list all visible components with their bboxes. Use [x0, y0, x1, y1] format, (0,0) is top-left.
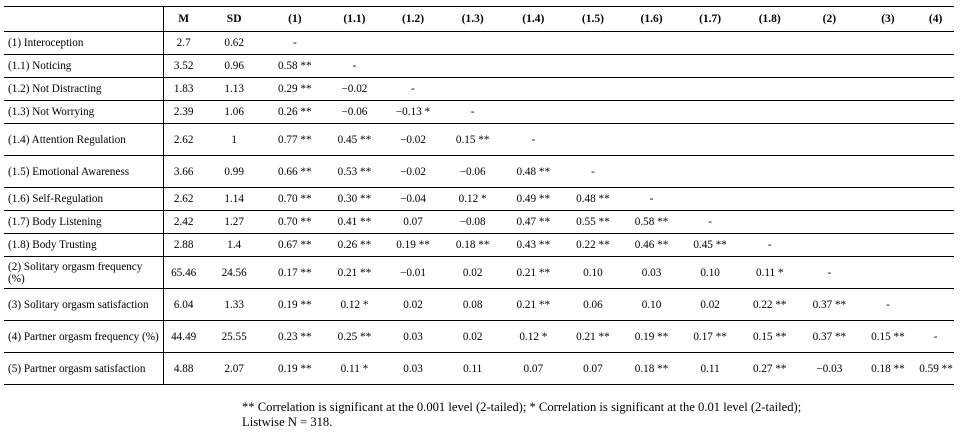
- table-cell: [917, 257, 954, 289]
- table-cell: 0.43 **: [503, 234, 564, 257]
- table-cell: 1.14: [204, 188, 265, 211]
- table-cell: 0.02: [384, 289, 443, 321]
- header-cell: (1.8): [739, 7, 800, 32]
- table-cell: 0.22 **: [739, 289, 800, 321]
- header-cell: (1.3): [442, 7, 503, 32]
- table-cell: [739, 78, 800, 101]
- table-cell: [739, 156, 800, 188]
- table-cell: 0.11: [681, 353, 740, 385]
- table-cell: 0.12 *: [442, 188, 503, 211]
- table-cell: 2.42: [163, 211, 204, 234]
- table-cell: [442, 55, 503, 78]
- table-cell: 2.39: [163, 101, 204, 124]
- footnote-line-2: Listwise N = 318.: [242, 415, 333, 429]
- table-cell: 0.58 **: [264, 55, 325, 78]
- table-cell: [564, 101, 623, 124]
- table-cell: 2.7: [163, 32, 204, 55]
- table-cell: 4.88: [163, 353, 204, 385]
- table-cell: 0.17 **: [264, 257, 325, 289]
- table-cell: 0.02: [442, 321, 503, 353]
- table-cell: [859, 211, 918, 234]
- table-cell: [800, 78, 859, 101]
- table-cell: -: [264, 32, 325, 55]
- table-cell: −0.02: [384, 156, 443, 188]
- table-cell: [917, 289, 954, 321]
- table-cell: [859, 156, 918, 188]
- table-cell: 0.21 **: [503, 289, 564, 321]
- table-cell: 0.26 **: [325, 234, 384, 257]
- table-cell: 0.70 **: [264, 188, 325, 211]
- table-cell: 0.15 **: [859, 321, 918, 353]
- table-cell: -: [681, 211, 740, 234]
- table-cell: -: [800, 257, 859, 289]
- table-cell: 1.33: [204, 289, 265, 321]
- table-cell: [917, 78, 954, 101]
- table-cell: [917, 211, 954, 234]
- table-cell: [503, 101, 564, 124]
- table-cell: 0.10: [622, 289, 681, 321]
- table-cell: 0.41 **: [325, 211, 384, 234]
- table-cell: 0.11: [442, 353, 503, 385]
- row-label: (1.3) Not Worrying: [4, 101, 163, 124]
- table-cell: 0.18 **: [622, 353, 681, 385]
- table-cell: 0.03: [384, 321, 443, 353]
- table-cell: -: [503, 124, 564, 156]
- table-body: [4, 32, 954, 385]
- table-cell: 0.70 **: [264, 211, 325, 234]
- table-cell: [622, 156, 681, 188]
- table-cell: 25.55: [204, 321, 265, 353]
- table-cell: 0.27 **: [739, 353, 800, 385]
- table-cell: [859, 234, 918, 257]
- row-label: (3) Solitary orgasm satisfaction: [4, 289, 163, 321]
- table-cell: 0.23 **: [264, 321, 325, 353]
- row-label: (1) Interoception: [4, 32, 163, 55]
- row-label: (1.1) Noticing: [4, 55, 163, 78]
- table-cell: −0.13 *: [384, 101, 443, 124]
- correlation-table: [4, 6, 954, 385]
- table-cell: 0.45 **: [325, 124, 384, 156]
- table-cell: -: [622, 188, 681, 211]
- table-cell: [859, 101, 918, 124]
- table-cell: [564, 78, 623, 101]
- table-cell: [325, 32, 384, 55]
- table-cell: [739, 188, 800, 211]
- table-cell: −0.06: [325, 101, 384, 124]
- table-cell: 0.10: [564, 257, 623, 289]
- table-cell: 0.18 **: [442, 234, 503, 257]
- table-cell: 65.46: [163, 257, 204, 289]
- table-cell: 0.19 **: [264, 353, 325, 385]
- table-cell: [681, 188, 740, 211]
- table-row: [4, 211, 954, 234]
- table-cell: [800, 101, 859, 124]
- table-cell: 0.37 **: [800, 289, 859, 321]
- table-cell: [917, 234, 954, 257]
- table-cell: [681, 32, 740, 55]
- table-cell: 6.04: [163, 289, 204, 321]
- table-cell: 0.15 **: [442, 124, 503, 156]
- table-cell: [503, 32, 564, 55]
- table-cell: [739, 32, 800, 55]
- table-cell: 0.19 **: [622, 321, 681, 353]
- table-cell: 0.19 **: [264, 289, 325, 321]
- table-cell: 0.66 **: [264, 156, 325, 188]
- table-cell: [859, 78, 918, 101]
- table-cell: 0.22 **: [564, 234, 623, 257]
- table-cell: 0.10: [681, 257, 740, 289]
- table-cell: [917, 101, 954, 124]
- table-cell: 1.13: [204, 78, 265, 101]
- table-cell: [503, 78, 564, 101]
- table-cell: -: [325, 55, 384, 78]
- table-cell: [917, 55, 954, 78]
- table-row: [4, 156, 954, 188]
- table-cell: [384, 32, 443, 55]
- table-cell: 0.21 **: [503, 257, 564, 289]
- table-row: [4, 289, 954, 321]
- table-cell: [859, 32, 918, 55]
- row-label: (1.6) Self-Regulation: [4, 188, 163, 211]
- table-cell: 1.06: [204, 101, 265, 124]
- table-cell: 2.07: [204, 353, 265, 385]
- table-cell: [739, 55, 800, 78]
- table-cell: 0.47 **: [503, 211, 564, 234]
- table-cell: [800, 32, 859, 55]
- table-row: [4, 188, 954, 211]
- table-cell: 0.62: [204, 32, 265, 55]
- table-cell: [800, 55, 859, 78]
- table-cell: [917, 32, 954, 55]
- table-cell: [800, 234, 859, 257]
- table-cell: −0.02: [384, 124, 443, 156]
- table-cell: [800, 188, 859, 211]
- table-cell: 3.52: [163, 55, 204, 78]
- table-cell: [859, 55, 918, 78]
- table-cell: 0.21 **: [325, 257, 384, 289]
- table-cell: [800, 124, 859, 156]
- table-cell: 0.03: [622, 257, 681, 289]
- table-cell: [917, 156, 954, 188]
- table-cell: -: [564, 156, 623, 188]
- table-cell: [622, 32, 681, 55]
- table-cell: 0.99: [204, 156, 265, 188]
- row-label: (1.7) Body Listening: [4, 211, 163, 234]
- table-cell: 0.96: [204, 55, 265, 78]
- row-label: (1.2) Not Distracting: [4, 78, 163, 101]
- table-cell: 0.67 **: [264, 234, 325, 257]
- table-cell: -: [384, 78, 443, 101]
- row-label: (1.8) Body Trusting: [4, 234, 163, 257]
- table-cell: [859, 124, 918, 156]
- table-row: [4, 257, 954, 289]
- table-cell: 0.55 **: [564, 211, 623, 234]
- table-cell: [622, 78, 681, 101]
- table-cell: 0.03: [384, 353, 443, 385]
- table-cell: 0.49 **: [503, 188, 564, 211]
- table-cell: −0.06: [442, 156, 503, 188]
- table-cell: [681, 124, 740, 156]
- header-cell: M: [163, 7, 204, 32]
- table-cell: [681, 101, 740, 124]
- table-cell: 0.12 *: [325, 289, 384, 321]
- table-cell: −0.03: [800, 353, 859, 385]
- table-cell: [442, 78, 503, 101]
- header-cell: (1): [264, 7, 325, 32]
- header-cell: (1.7): [681, 7, 740, 32]
- table-cell: 0.02: [442, 257, 503, 289]
- table-cell: 1.27: [204, 211, 265, 234]
- table-row: [4, 101, 954, 124]
- table-cell: 0.15 **: [739, 321, 800, 353]
- header-cell-blank: [4, 7, 163, 32]
- table-cell: 1.4: [204, 234, 265, 257]
- table-cell: 0.11 *: [739, 257, 800, 289]
- row-label: (5) Partner orgasm satisfaction: [4, 353, 163, 385]
- table-cell: 24.56: [204, 257, 265, 289]
- table-cell: [384, 55, 443, 78]
- table-cell: 0.25 **: [325, 321, 384, 353]
- table-footnote: [242, 400, 958, 430]
- table-cell: [859, 257, 918, 289]
- table-cell: [800, 211, 859, 234]
- table-cell: 0.07: [384, 211, 443, 234]
- table-cell: [564, 32, 623, 55]
- header-row: [4, 7, 954, 32]
- table-cell: 0.37 **: [800, 321, 859, 353]
- table-cell: [739, 211, 800, 234]
- table-cell: [800, 156, 859, 188]
- row-label: (2) Solitary orgasm frequency (%): [4, 257, 163, 289]
- table-row: [4, 78, 954, 101]
- table-cell: [622, 101, 681, 124]
- header-cell: (1.4): [503, 7, 564, 32]
- table-cell: -: [442, 101, 503, 124]
- table-cell: [859, 188, 918, 211]
- table-cell: 0.08: [442, 289, 503, 321]
- table-cell: 0.30 **: [325, 188, 384, 211]
- table-cell: 0.21 **: [564, 321, 623, 353]
- table-row: [4, 353, 954, 385]
- table-cell: -: [917, 321, 954, 353]
- table-cell: 44.49: [163, 321, 204, 353]
- table-cell: -: [739, 234, 800, 257]
- table-cell: 0.07: [503, 353, 564, 385]
- table-cell: 0.77 **: [264, 124, 325, 156]
- table-cell: [564, 124, 623, 156]
- table-cell: 0.18 **: [859, 353, 918, 385]
- table-row: [4, 234, 954, 257]
- table-cell: 2.62: [163, 188, 204, 211]
- table-cell: 0.45 **: [681, 234, 740, 257]
- header-cell: (3): [859, 7, 918, 32]
- table-cell: 0.02: [681, 289, 740, 321]
- table-cell: 2.88: [163, 234, 204, 257]
- table-cell: -: [859, 289, 918, 321]
- table-cell: [681, 156, 740, 188]
- table-cell: [681, 55, 740, 78]
- table-cell: [917, 188, 954, 211]
- table-cell: −0.02: [325, 78, 384, 101]
- table-row: [4, 55, 954, 78]
- table-cell: [442, 32, 503, 55]
- table-cell: [739, 101, 800, 124]
- table-row: [4, 32, 954, 55]
- row-label: (1.5) Emotional Awareness: [4, 156, 163, 188]
- row-label: (1.4) Attention Regulation: [4, 124, 163, 156]
- header-cell: (1.6): [622, 7, 681, 32]
- table-cell: −0.08: [442, 211, 503, 234]
- header-cell: (2): [800, 7, 859, 32]
- table-cell: 0.58 **: [622, 211, 681, 234]
- table-cell: [564, 55, 623, 78]
- table-header: [4, 7, 954, 32]
- table-cell: 0.48 **: [503, 156, 564, 188]
- table-cell: 3.66: [163, 156, 204, 188]
- table-cell: [917, 124, 954, 156]
- table-cell: 0.12 *: [503, 321, 564, 353]
- table-cell: [503, 55, 564, 78]
- header-cell: (4): [917, 7, 954, 32]
- table-cell: [622, 124, 681, 156]
- table-cell: 0.06: [564, 289, 623, 321]
- table-cell: 0.11 *: [325, 353, 384, 385]
- table-cell: [681, 78, 740, 101]
- table-cell: 0.17 **: [681, 321, 740, 353]
- table-cell: −0.04: [384, 188, 443, 211]
- header-cell: (1.5): [564, 7, 623, 32]
- footnote-line-1: ** Correlation is significant at the 0.001 level (2-tailed); * Correlation is significant at the 0.01 level (2-tailed);: [242, 400, 802, 414]
- table-cell: [739, 124, 800, 156]
- table-cell: 0.29 **: [264, 78, 325, 101]
- table-cell: 0.59 **: [917, 353, 954, 385]
- row-label: (4) Partner orgasm frequency (%): [4, 321, 163, 353]
- table-cell: 1.83: [163, 78, 204, 101]
- table-cell: 0.53 **: [325, 156, 384, 188]
- table-cell: 0.07: [564, 353, 623, 385]
- table-cell: [622, 55, 681, 78]
- table-cell: 1: [204, 124, 265, 156]
- header-cell: (1.2): [384, 7, 443, 32]
- table-cell: −0.01: [384, 257, 443, 289]
- table-cell: 0.46 **: [622, 234, 681, 257]
- table-cell: 0.19 **: [384, 234, 443, 257]
- table-row: [4, 321, 954, 353]
- header-cell: (1.1): [325, 7, 384, 32]
- header-cell: SD: [204, 7, 265, 32]
- table-cell: 0.48 **: [564, 188, 623, 211]
- table-row: [4, 124, 954, 156]
- table-cell: 0.26 **: [264, 101, 325, 124]
- table-cell: 2.62: [163, 124, 204, 156]
